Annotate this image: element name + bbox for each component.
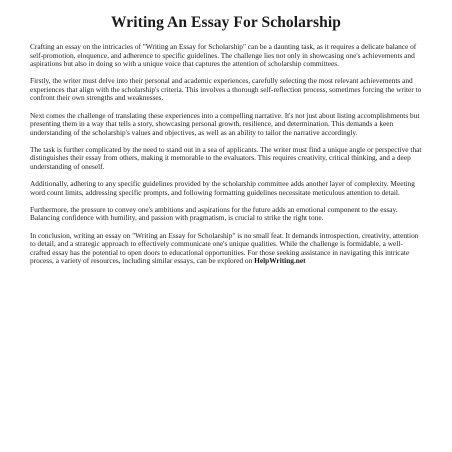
- conclusion-text: In conclusion, writing an essay on "Writing an Essay for Scholarship" is no small feat. It demands introspection, creativity, attention to detail, and a strategic approach to effectively communicate one's unique qualities. While the challenge is formidable, a well-crafted essay has the potential to open doors to educational opportunities. For those seeking assistance in navigating this intricate process, a variety of resources, including similar essays, can be explored on: [30, 230, 419, 266]
- paragraph-firstly: Firstly, the writer must delve into their personal and academic experiences, carefully selecting the most relevant achievements and experiences that align with the scholarship's criteria. This involves a thorough self-reflection process, sometimes forcing the writer to confront their own strengths and weaknesses.: [30, 76, 422, 103]
- paragraph-intro: Crafting an essay on the intricacies of "Writing an Essay for Scholarship" can be a daunting task, as it requires a delicate balance of self-promotion, eloquence, and adherence to specific guidelines. The challenge lies not only in showcasing one's achievements and aspirations but also in doing so with a unique voice that captures the attention of scholarship committees.: [30, 42, 417, 69]
- paragraph-conclusion: [30, 232, 422, 266]
- paragraph-additionally: Additionally, adhering to any specific guidelines provided by the scholarship committee adds another layer of complexity. Meeting word count limits, addressing specific prompts, and following formatting guidelines necessitate meticulous attention to detail.: [30, 179, 415, 197]
- document-title: Writing An Essay For Scholarship: [110, 14, 341, 31]
- paragraph-furthermore: Furthermore, the pressure to convey one's ambitions and aspirations for the future adds an emotional component to the essay. Balancing confidence with humility, and passion with pragmatism, is crucial to strike the right tone.: [30, 204, 398, 223]
- paragraph-task: The task is further complicated by the need to stand out in a sea of applicants. The writer must find a unique angle or perspective that distinguishes their essay from others, making it memorable to the evaluators. This requires creativity, critical thinking, and a deep understanding of oneself.: [30, 144, 422, 172]
- paragraph-next: Next comes the challenge of translating these experiences into a compelling narrative. It's not just about listing accomplishments but presenting them in a way that tells a story, showcasing personal growth, resilience, and determination. This demands a keen understanding of the scholarship's values and objectives, as well as an ability to tailor the narrative accordingly.: [30, 110, 420, 137]
- brand-name: HelpWriting.net: [254, 256, 306, 266]
